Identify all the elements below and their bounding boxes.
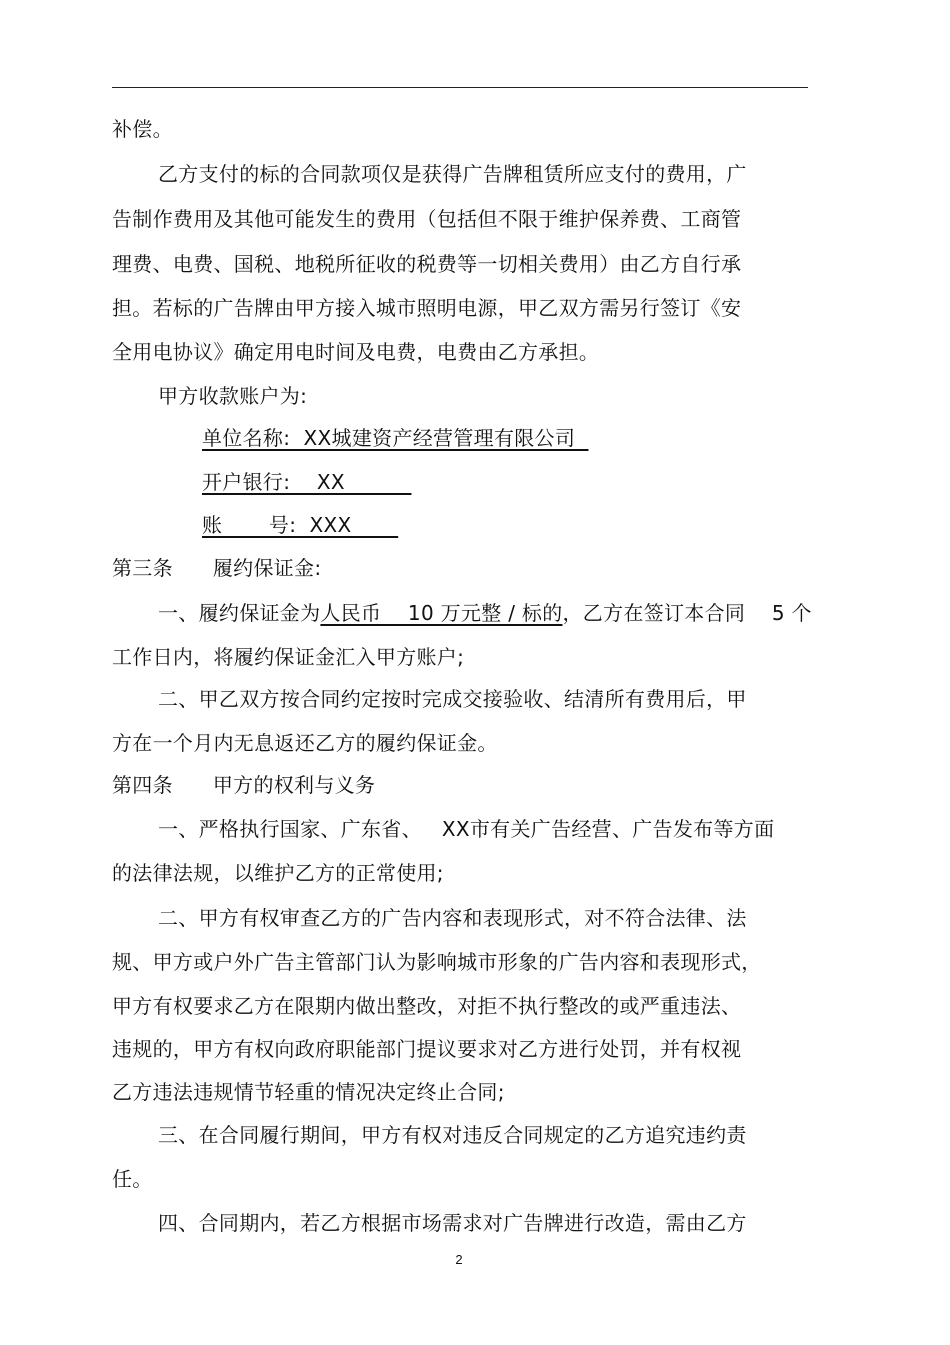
text-line: 补偿。 (112, 117, 173, 141)
text-line (158, 600, 812, 626)
text-line: 全用电协议》确定用电时间及电费，电费由乙方承担。 (112, 340, 600, 364)
article-heading: 第四条 甲方的权利与义务 (112, 773, 376, 797)
text-line: 理费、电费、国税、地税所征收的税费等一切相关费用）由乙方自行承 (112, 252, 742, 276)
text-line: 甲方收款账户为: (158, 384, 308, 408)
text-line: 方在一个月内无息返还乙方的履约保证金。 (112, 731, 498, 755)
header-rule (112, 87, 808, 88)
text-line: 二、甲乙双方按合同约定按时完成交接验收、结清所有费用后，甲 (158, 687, 747, 711)
text-line: 三、在合同履行期间，甲方有权对违反合同规定的乙方追究违约责 (158, 1123, 747, 1147)
text-segment: ，乙方在签订本合同 5 个 (562, 601, 812, 625)
text-segment: 一、履约保证金为 (158, 601, 321, 625)
text-line: 乙方支付的标的合同款项仅是获得广告牌租赁所应支付的费用，广 (158, 162, 747, 186)
text-line: 告制作费用及其他可能发生的费用（包括但不限于维护保养费、工商管 (112, 207, 742, 231)
text-line: 任。 (112, 1167, 153, 1191)
text-line: 甲方有权要求乙方在限期内做出整改，对拒不执行整改的或严重违法、 (112, 994, 742, 1018)
deposit-amount: 人民币 10 万元整 / 标的 (320, 601, 563, 625)
account-bank-line: 开户银行: XX (202, 470, 412, 494)
text-line: 规、甲方或户外广告主管部门认为影响城市形象的广告内容和表现形式， (112, 950, 762, 974)
text-line: 乙方违法违规情节轻重的情况决定终止合同; (112, 1080, 505, 1104)
text-line: 违规的，甲方有权向政府职能部门提议要求对乙方进行处罚，并有权视 (112, 1037, 742, 1061)
account-number-line: 账 号: XXX (202, 513, 399, 537)
page-number: 2 (455, 1252, 463, 1267)
account-name-line: 单位名称: XX城建资产经营管理有限公司 (202, 426, 589, 450)
article-heading: 第三条 履约保证金: (112, 556, 322, 580)
text-line: 四、合同期内，若乙方根据市场需求对广告牌进行改造，需由乙方 (158, 1211, 747, 1235)
text-line: 工作日内，将履约保证金汇入甲方账户; (112, 645, 465, 669)
text-line: 的法律法规，以维护乙方的正常使用; (112, 861, 444, 885)
text-line: 二、甲方有权审查乙方的广告内容和表现形式，对不符合法律、法 (158, 906, 747, 930)
text-line: 担。若标的广告牌由甲方接入城市照明电源，甲乙双方需另行签订《安 (112, 296, 742, 320)
text-line: 一、严格执行国家、广东省、 XX市有关广告经营、广告发布等方面 (158, 817, 775, 841)
